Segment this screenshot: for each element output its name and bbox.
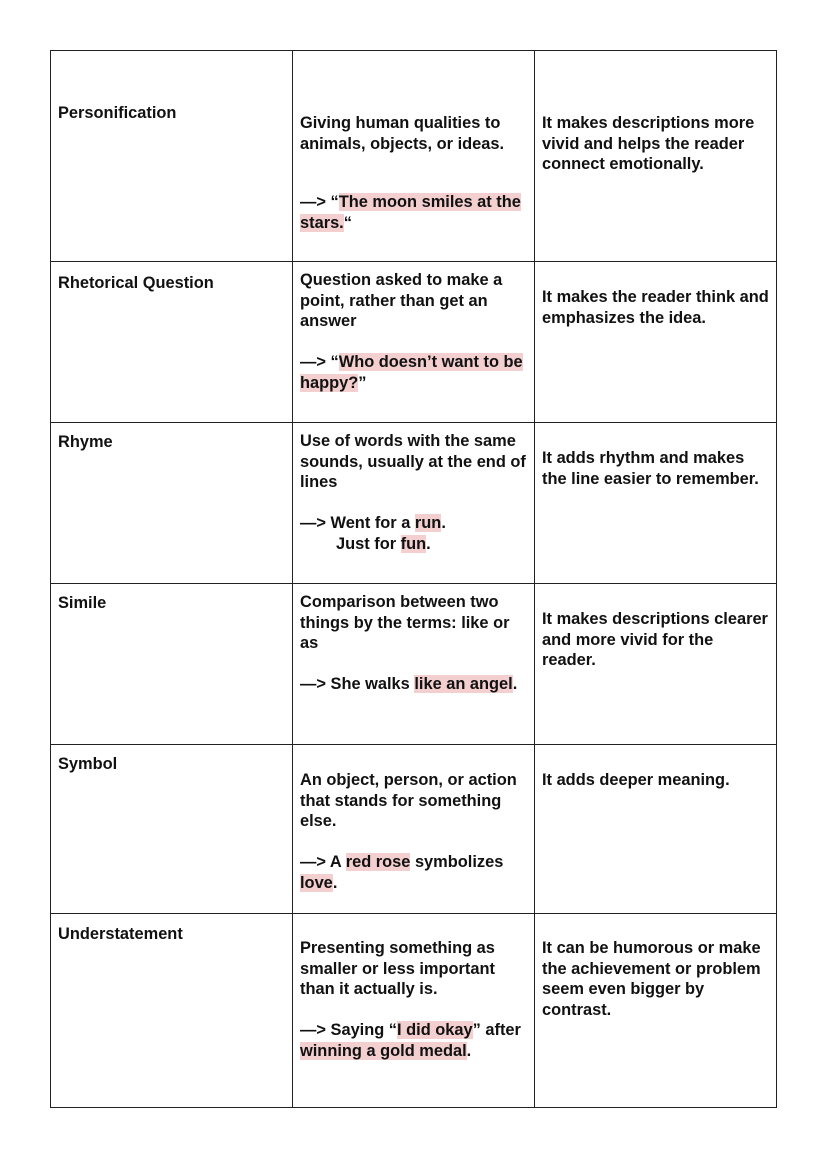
term-cell xyxy=(51,584,293,745)
table-row xyxy=(51,423,777,584)
example-text: —> Saying “I did okay” after winning a gold medal. xyxy=(300,1021,521,1060)
term-cell xyxy=(51,745,293,914)
effect-text: It adds deeper meaning. xyxy=(542,771,730,789)
effect-cell xyxy=(535,51,777,262)
example-highlight: red rose xyxy=(345,853,411,872)
effect-cell xyxy=(535,745,777,914)
example-text: —> “Who doesn’t want to be happy?” xyxy=(300,353,523,392)
effect-text: It makes the reader think and emphasizes the idea. xyxy=(542,288,769,327)
term-label: Personification xyxy=(58,104,177,122)
effect-text: It makes descriptions clearer and more vivid for the reader. xyxy=(542,610,768,670)
definition-cell xyxy=(293,423,535,584)
definition-cell xyxy=(293,914,535,1108)
table-row xyxy=(51,262,777,423)
example-highlight: run xyxy=(414,514,442,533)
example-highlight: Who doesn’t want to be happy? xyxy=(300,353,523,392)
definition-text: Question asked to make a point, rather than get an answer xyxy=(300,271,503,331)
definition-text: Comparison between two things by the terms: like or as xyxy=(300,593,510,653)
definition-cell xyxy=(293,51,535,262)
example-highlight: like an angel xyxy=(414,675,513,694)
effect-text: It can be humorous or make the achievement or problem seem even bigger by contrast. xyxy=(542,939,761,1020)
example-highlight: fun xyxy=(400,534,427,553)
example-highlight: winning a gold medal xyxy=(300,1041,467,1060)
effect-cell xyxy=(535,914,777,1108)
table-row xyxy=(51,51,777,262)
literary-devices-table xyxy=(50,50,777,1108)
term-cell xyxy=(51,423,293,584)
example-text: —> A red rose symbolizes love. xyxy=(300,853,504,892)
effect-cell xyxy=(535,423,777,584)
effect-text: It adds rhythm and makes the line easier to remember. xyxy=(542,449,759,488)
example-text: —> Went for a run. Just for fun. xyxy=(300,514,446,553)
term-label: Simile xyxy=(58,594,107,612)
term-label: Rhyme xyxy=(58,433,113,451)
effect-cell xyxy=(535,584,777,745)
example-highlight: love xyxy=(300,873,333,892)
table-row xyxy=(51,745,777,914)
effect-text: It makes descriptions more vivid and helps the reader connect emotionally. xyxy=(542,114,755,174)
effect-cell xyxy=(535,262,777,423)
term-cell xyxy=(51,262,293,423)
example-highlight: I did okay xyxy=(397,1021,473,1040)
definition-cell xyxy=(293,745,535,914)
definition-text: An object, person, or action that stands for something else. xyxy=(300,771,517,831)
term-label: Understatement xyxy=(58,925,183,943)
definition-cell xyxy=(293,262,535,423)
example-text: —> She walks like an angel. xyxy=(300,675,518,694)
definition-text: Presenting something as smaller or less important than it actually is. xyxy=(300,939,495,999)
definition-text: Use of words with the same sounds, usually at the end of lines xyxy=(300,432,526,492)
example-text: —> “The moon smiles at the stars.“ xyxy=(300,193,521,233)
term-cell xyxy=(51,51,293,262)
table-row xyxy=(51,914,777,1108)
term-cell xyxy=(51,914,293,1108)
example-highlight: The moon smiles at the stars. xyxy=(300,193,521,233)
term-label: Symbol xyxy=(58,755,118,773)
term-label: Rhetorical Question xyxy=(58,274,214,292)
definition-cell xyxy=(293,584,535,745)
definition-text: Giving human qualities to animals, objects, or ideas. xyxy=(300,114,505,153)
table-row xyxy=(51,584,777,745)
